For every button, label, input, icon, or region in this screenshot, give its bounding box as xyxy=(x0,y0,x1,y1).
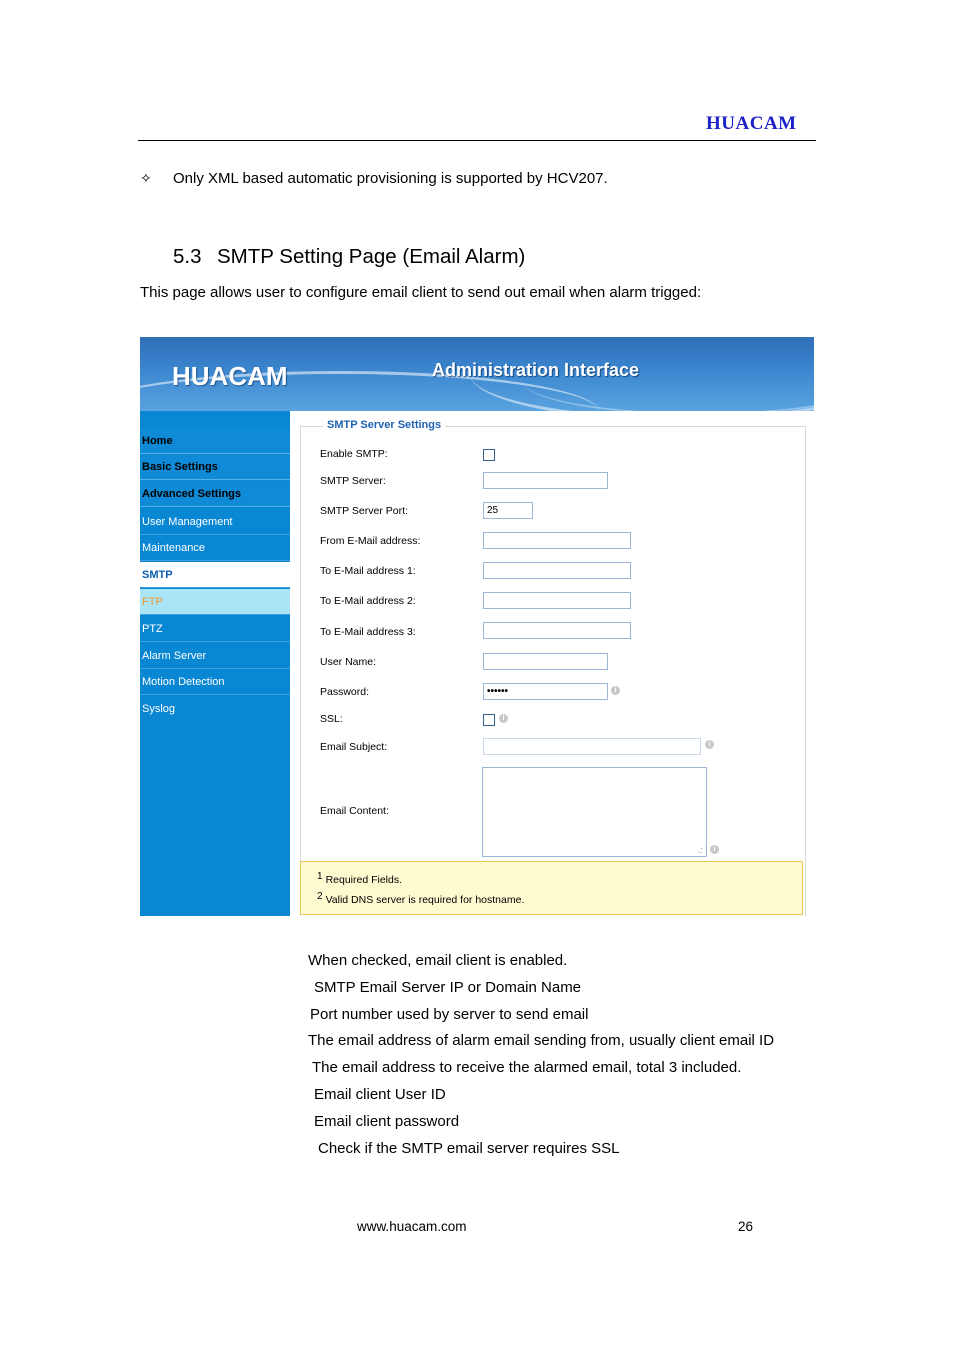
brand-logo-text: HUACAM xyxy=(706,113,797,134)
ssl-checkbox[interactable] xyxy=(483,714,495,726)
note-text: Valid DNS server is required for hostname. xyxy=(325,894,525,906)
note-text: Only XML based automatic provisioning is supported by HCV207. xyxy=(173,170,608,187)
from-email-label: From E-Mail address: xyxy=(320,535,421,547)
page-number: 26 xyxy=(738,1219,754,1234)
note-mark: 1 xyxy=(317,871,323,882)
nav-item-user-management[interactable]: User Management xyxy=(140,509,290,535)
nav-item-smtp[interactable]: SMTP xyxy=(140,562,290,588)
note-dns xyxy=(317,891,524,906)
nav-item-ptz[interactable]: PTZ xyxy=(140,616,290,642)
nav-item-maintenance[interactable]: Maintenance xyxy=(140,535,290,561)
from-email-input[interactable] xyxy=(483,532,631,549)
note-text: Required Fields. xyxy=(325,874,403,886)
note-mark: 2 xyxy=(317,891,323,902)
to-email-1-label: To E-Mail address 1: xyxy=(320,565,416,577)
desc-smtp-server: SMTP Email Server IP or Domain Name xyxy=(314,979,582,996)
nav-item-home[interactable]: Home xyxy=(140,428,290,454)
desc-enable-smtp: When checked, email client is enabled. xyxy=(308,952,568,969)
email-content-label: Email Content: xyxy=(320,805,389,817)
info-icon[interactable]: i xyxy=(499,714,508,723)
notes-box xyxy=(300,861,803,915)
user-name-input[interactable] xyxy=(483,653,608,670)
info-icon[interactable]: i xyxy=(611,686,620,695)
sidebar-nav xyxy=(140,411,290,916)
info-icon[interactable]: i xyxy=(710,845,719,854)
diamond-bullet-icon: ✧ xyxy=(140,170,152,186)
info-icon[interactable]: i xyxy=(705,740,714,749)
nav-item-syslog[interactable]: Syslog xyxy=(142,703,176,715)
admin-screenshot xyxy=(140,337,814,916)
ssl-label: SSL: xyxy=(320,713,343,725)
banner-title: Administration Interface xyxy=(432,360,640,380)
section-title: SMTP Setting Page (Email Alarm) xyxy=(217,245,526,268)
note-required xyxy=(317,871,402,886)
smtp-port-input[interactable]: 25 xyxy=(483,502,533,519)
to-email-2-input[interactable] xyxy=(483,592,631,609)
password-input[interactable]: •••••• xyxy=(483,683,608,700)
desc-smtp-port: Port number used by server to send email xyxy=(310,1006,589,1023)
nav-item-ftp[interactable]: FTP xyxy=(140,589,290,615)
enable-smtp-label: Enable SMTP: xyxy=(320,448,388,460)
desc-user-name: Email client User ID xyxy=(314,1086,446,1103)
enable-smtp-checkbox[interactable] xyxy=(483,449,495,461)
desc-from-email: The email address of alarm email sending from, usually client email ID xyxy=(308,1032,775,1049)
banner-logo: HUACAM xyxy=(172,361,288,391)
resize-grip-icon[interactable]: .: xyxy=(697,845,703,855)
desc-password: Email client password xyxy=(314,1113,460,1130)
nav-item-alarm-server[interactable]: Alarm Server xyxy=(140,643,290,669)
user-name-label: User Name: xyxy=(320,656,377,668)
password-label: Password: xyxy=(320,686,370,698)
intro-paragraph: This page allows user to configure email client to send out email when alarm trigged: xyxy=(140,284,702,301)
footer-url: www.huacam.com xyxy=(357,1219,467,1234)
nav-item-motion-detection[interactable]: Motion Detection xyxy=(140,669,290,695)
to-email-3-input[interactable] xyxy=(483,622,631,639)
nav-item-basic-settings[interactable]: Basic Settings xyxy=(140,454,290,480)
email-content-textarea[interactable] xyxy=(482,767,707,857)
settings-content xyxy=(290,411,814,916)
smtp-server-input[interactable] xyxy=(483,472,608,489)
header-rule xyxy=(138,140,816,141)
fieldset-legend: SMTP Server Settings xyxy=(323,419,445,431)
admin-banner xyxy=(140,337,814,411)
section-heading xyxy=(173,245,525,269)
section-number: 5.3 xyxy=(173,245,202,268)
desc-ssl: Check if the SMTP email server requires SSL xyxy=(318,1140,620,1157)
to-email-1-input[interactable] xyxy=(483,562,631,579)
smtp-server-label: SMTP Server: xyxy=(320,475,386,487)
email-subject-input[interactable] xyxy=(483,738,701,755)
nav-item-advanced-settings[interactable]: Advanced Settings xyxy=(140,481,290,507)
to-email-2-label: To E-Mail address 2: xyxy=(320,595,416,607)
smtp-port-label: SMTP Server Port: xyxy=(320,505,408,517)
note-item xyxy=(140,170,608,187)
to-email-3-label: To E-Mail address 3: xyxy=(320,626,416,638)
email-subject-label: Email Subject: xyxy=(320,741,388,753)
desc-to-email: The email address to receive the alarmed email, total 3 included. xyxy=(312,1059,742,1076)
